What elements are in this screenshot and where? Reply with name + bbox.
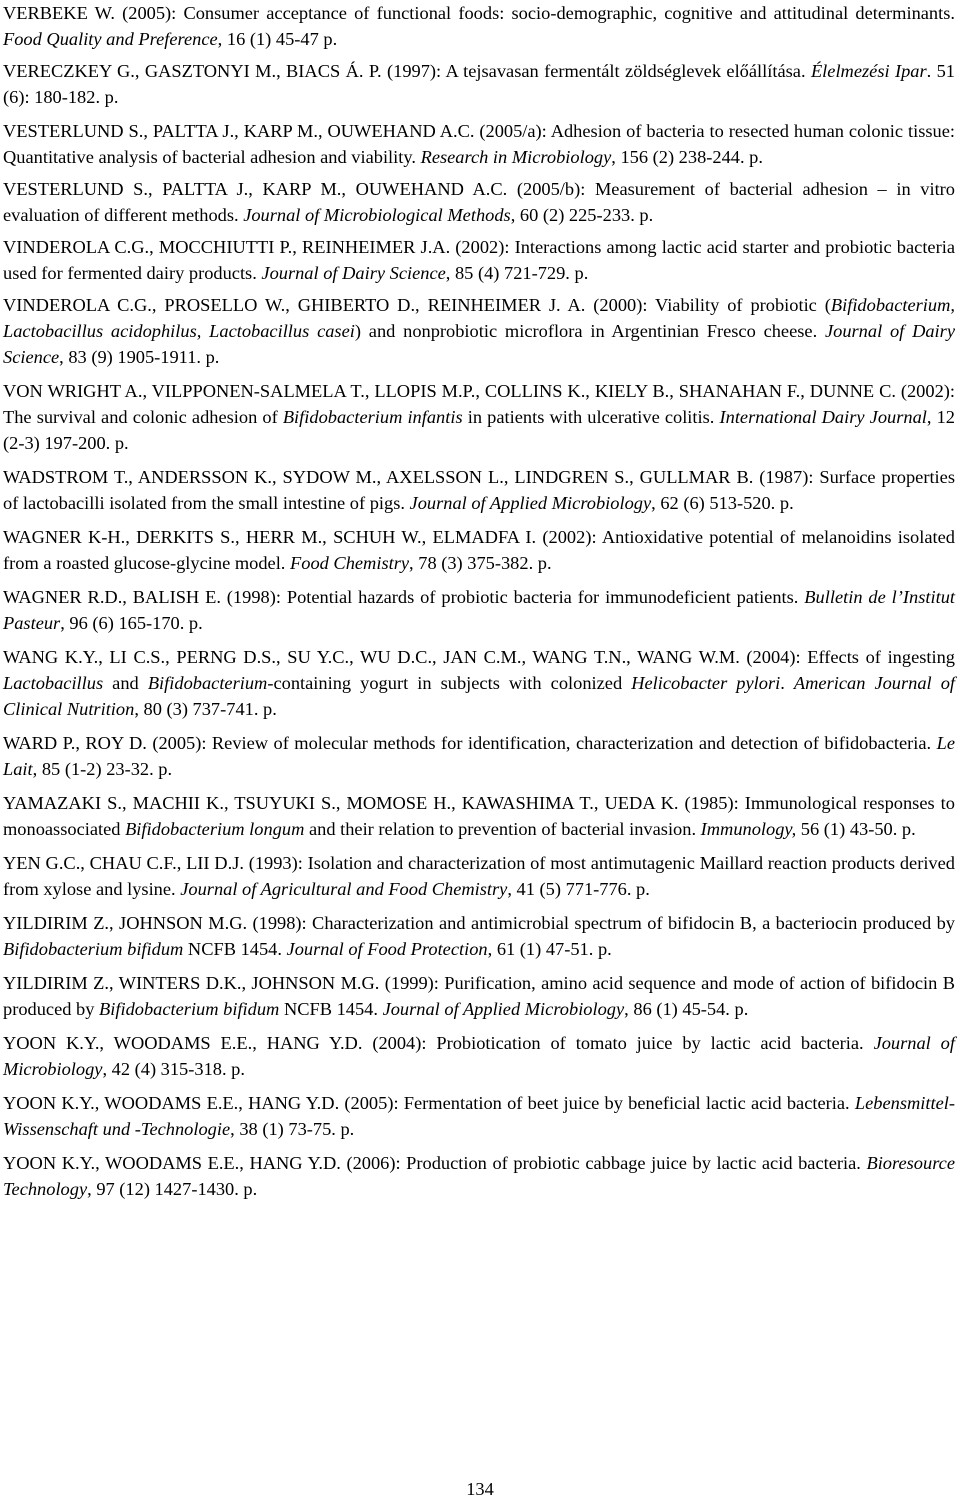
reference-italic-text: Journal of Dairy Science xyxy=(261,263,446,283)
reference-text: , 16 (1) 45-47 p. xyxy=(217,29,338,49)
reference-list xyxy=(3,0,955,1202)
reference-text: 56 (1) 43-50. p. xyxy=(796,819,916,839)
reference-text: WANG K.Y., LI C.S., PERNG D.S., SU Y.C., WU D.C., JAN C.M., WANG T.N., WANG W.M. (2004): Effects of ingesting xyxy=(3,647,955,667)
reference-text: WAGNER R.D., BALISH E. (1998): Potential hazards of probiotic bacteria for immunodeficient patients. xyxy=(3,587,805,607)
reference-italic-text: Bifidobacterium, Lactobacillus acidophilus, Lactobacillus casei xyxy=(3,295,955,341)
reference-entry xyxy=(3,1150,955,1202)
reference-italic-text: Food Quality and Preference xyxy=(3,29,218,49)
reference-text: -containing yogurt in subjects with colonized xyxy=(267,673,632,693)
reference-italic-text: Journal of Applied Microbiology xyxy=(382,999,625,1019)
reference-italic-text: Bifidobacterium longum xyxy=(125,819,305,839)
reference-text: , 85 (1-2) 23-32. p. xyxy=(32,759,173,779)
reference-text: . 51 (6): 180-182. p. xyxy=(3,61,956,107)
reference-entry xyxy=(3,730,955,782)
reference-text: , 38 (1) 73-75. p. xyxy=(230,1119,355,1139)
reference-italic-text: Journal of Dairy Science xyxy=(3,321,955,367)
reference-entry xyxy=(3,176,955,228)
reference-text: YAMAZAKI S., MACHII K., TSUYUKI S., MOMOSE H., KAWASHIMA T., UEDA K. (1985): Immunological responses to monoassociated xyxy=(3,793,955,839)
reference-text: WADSTROM T., ANDERSSON K., SYDOW M., AXELSSON L., LINDGREN S., GULLMAR B. (1987): Surface properties of lactobacilli isolated from the small intestine of pigs. xyxy=(3,467,955,513)
reference-italic-text: Lebensmittel-Wissenschaft und -Technologie xyxy=(3,1093,955,1139)
reference-entry xyxy=(3,790,955,842)
reference-text: YOON K.Y., WOODAMS E.E., HANG Y.D. (2004): Probiotication of tomato juice by lactic acid bacteria. xyxy=(3,1033,874,1053)
reference-text: . xyxy=(780,673,794,693)
reference-text: , 80 (3) 737-741. p. xyxy=(134,699,277,719)
reference-italic-text: Helicobacter pylori xyxy=(631,673,781,693)
reference-italic-text: Bifidobacterium bifidum xyxy=(99,999,280,1019)
reference-text: WAGNER K-H., DERKITS S., HERR M., SCHUH W., ELMADFA I. (2002): Antioxidative potential of melanoidins isolated from a roasted glucose-glycine model. xyxy=(3,527,955,573)
reference-text: , 60 (2) 225-233. p. xyxy=(510,205,654,225)
reference-italic-text: Journal of Applied Microbiology xyxy=(409,493,652,513)
reference-entry xyxy=(3,1030,955,1082)
reference-text: , 41 (5) 771-776. p. xyxy=(507,879,650,899)
reference-italic-text: Bulletin de l’Institut Pasteur xyxy=(3,587,956,633)
reference-italic-text: Bifidobacterium infantis xyxy=(282,407,463,427)
reference-text: VON WRIGHT A., VILPPONEN-SALMELA T., LLOPIS M.P., COLLINS K., KIELY B., SHANAHAN F., DUNNE C. (2002): The survival and colonic adhesion of xyxy=(3,381,955,427)
reference-text: and xyxy=(103,673,148,693)
reference-italic-text: Journal of Microbiology xyxy=(3,1033,955,1079)
reference-italic-text: Journal of Agricultural and Food Chemistry xyxy=(180,879,508,899)
reference-text: and their relation to prevention of bacterial invasion. xyxy=(304,819,701,839)
reference-entry xyxy=(3,644,955,722)
reference-text: , 62 (6) 513-520. p. xyxy=(651,493,794,513)
reference-text: NCFB 1454. xyxy=(279,999,383,1019)
reference-entry xyxy=(3,850,955,902)
reference-text: VERBEKE W. (2005): Consumer acceptance of functional foods: socio-demographic, cognitive and attitudinal determinants. xyxy=(3,3,955,23)
reference-text: VINDEROLA C.G., MOCCHIUTTI P., REINHEIMER J.A. (2002): Interactions among lactic acid starter and probiotic bacteria used for fermented dairy products. xyxy=(3,237,955,283)
reference-text: , 42 (4) 315-318. p. xyxy=(102,1059,245,1079)
reference-entry xyxy=(3,910,955,962)
reference-entry xyxy=(3,970,955,1022)
reference-italic-text: Bifidobacterium bifidum xyxy=(3,939,184,959)
reference-entry xyxy=(3,584,955,636)
reference-entry xyxy=(3,234,955,286)
reference-text: , 86 (1) 45-54. p. xyxy=(624,999,749,1019)
reference-text: ) and nonprobiotic microflora in Argentinian Fresco cheese. xyxy=(354,321,825,341)
reference-entry xyxy=(3,0,955,52)
reference-italic-text: Immunology, xyxy=(700,819,797,839)
reference-text: , 85 (4) 721-729. p. xyxy=(445,263,589,283)
reference-text: VESTERLUND S., PALTTA J., KARP M., OUWEHAND A.C. (2005/b): Measurement of bacterial adhesion – in vitro evaluation of different methods. xyxy=(3,179,955,225)
reference-italic-text: Food Chemistry xyxy=(290,553,410,573)
reference-text: , 97 (12) 1427-1430. p. xyxy=(87,1179,258,1199)
reference-italic-text: International Dairy Journal xyxy=(719,407,927,427)
reference-entry xyxy=(3,1090,955,1142)
reference-text: , 83 (9) 1905-1911. p. xyxy=(59,347,220,367)
reference-text: , 156 (2) 238-244. p. xyxy=(611,147,763,167)
reference-italic-text: Journal of Microbiological Methods xyxy=(243,205,511,225)
reference-text: YOON K.Y., WOODAMS E.E., HANG Y.D. (2006): Production of probiotic cabbage juice by lactic acid bacteria. xyxy=(3,1153,867,1173)
reference-text: VERECZKEY G., GASZTONYI M., BIACS Á. P. (1997): A tejsavasan fermentált zöldséglevek előállítása. xyxy=(3,61,811,81)
reference-text: YOON K.Y., WOODAMS E.E., HANG Y.D. (2005): Fermentation of beet juice by beneficial lactic acid bacteria. xyxy=(3,1093,855,1113)
reference-text: , 12 (2-3) 197-200. p. xyxy=(3,407,955,453)
reference-entry xyxy=(3,118,955,170)
reference-entry xyxy=(3,292,955,370)
reference-text: , 96 (6) 165-170. p. xyxy=(60,613,203,633)
reference-entry xyxy=(3,464,955,516)
reference-text: YILDIRIM Z., WINTERS D.K., JOHNSON M.G. (1999): Purification, amino acid sequence and mode of action of bifidocin B produced by xyxy=(3,973,955,1019)
reference-text: YILDIRIM Z., JOHNSON M.G. (1998): Characterization and antimicrobial spectrum of bifidocin B, a bacteriocin produced by xyxy=(3,913,955,933)
reference-entry xyxy=(3,524,955,576)
reference-text: , 78 (3) 375-382. p. xyxy=(409,553,552,573)
reference-text: VESTERLUND S., PALTTA J., KARP M., OUWEHAND A.C. (2005/a): Adhesion of bacteria to resected human colonic tissue: Quantitative analysis of bacterial adhesion and viability. xyxy=(3,121,955,167)
reference-text: YEN G.C., CHAU C.F., LII D.J. (1993): Isolation and characterization of most antimutagenic Maillard reaction products derived from xylose and lysine. xyxy=(3,853,955,899)
reference-text: VINDEROLA C.G., PROSELLO W., GHIBERTO D., REINHEIMER J. A. (2000): Viability of probiotic ( xyxy=(3,295,831,315)
reference-text: WARD P., ROY D. (2005): Review of molecular methods for identification, characterization and detection of bifidobacteria. xyxy=(3,733,937,753)
page-number: 134 xyxy=(466,1479,494,1499)
reference-italic-text: Bioresource Technology xyxy=(3,1153,955,1199)
reference-italic-text: Bifidobacterium xyxy=(147,673,268,693)
reference-italic-text: Élelmezési Ipar xyxy=(810,61,927,81)
reference-entry xyxy=(3,58,955,110)
reference-italic-text: Journal of Food Protection xyxy=(286,939,488,959)
reference-entry xyxy=(3,378,955,456)
reference-italic-text: Lactobacillus xyxy=(3,673,104,693)
reference-text: NCFB 1454. xyxy=(183,939,287,959)
reference-italic-text: Le Lait xyxy=(3,733,955,779)
reference-text: in patients with ulcerative colitis. xyxy=(462,407,720,427)
reference-italic-text: Research in Microbiology xyxy=(420,147,612,167)
reference-italic-text: American Journal of Clinical Nutrition xyxy=(3,673,956,719)
reference-text: , 61 (1) 47-51. p. xyxy=(487,939,612,959)
